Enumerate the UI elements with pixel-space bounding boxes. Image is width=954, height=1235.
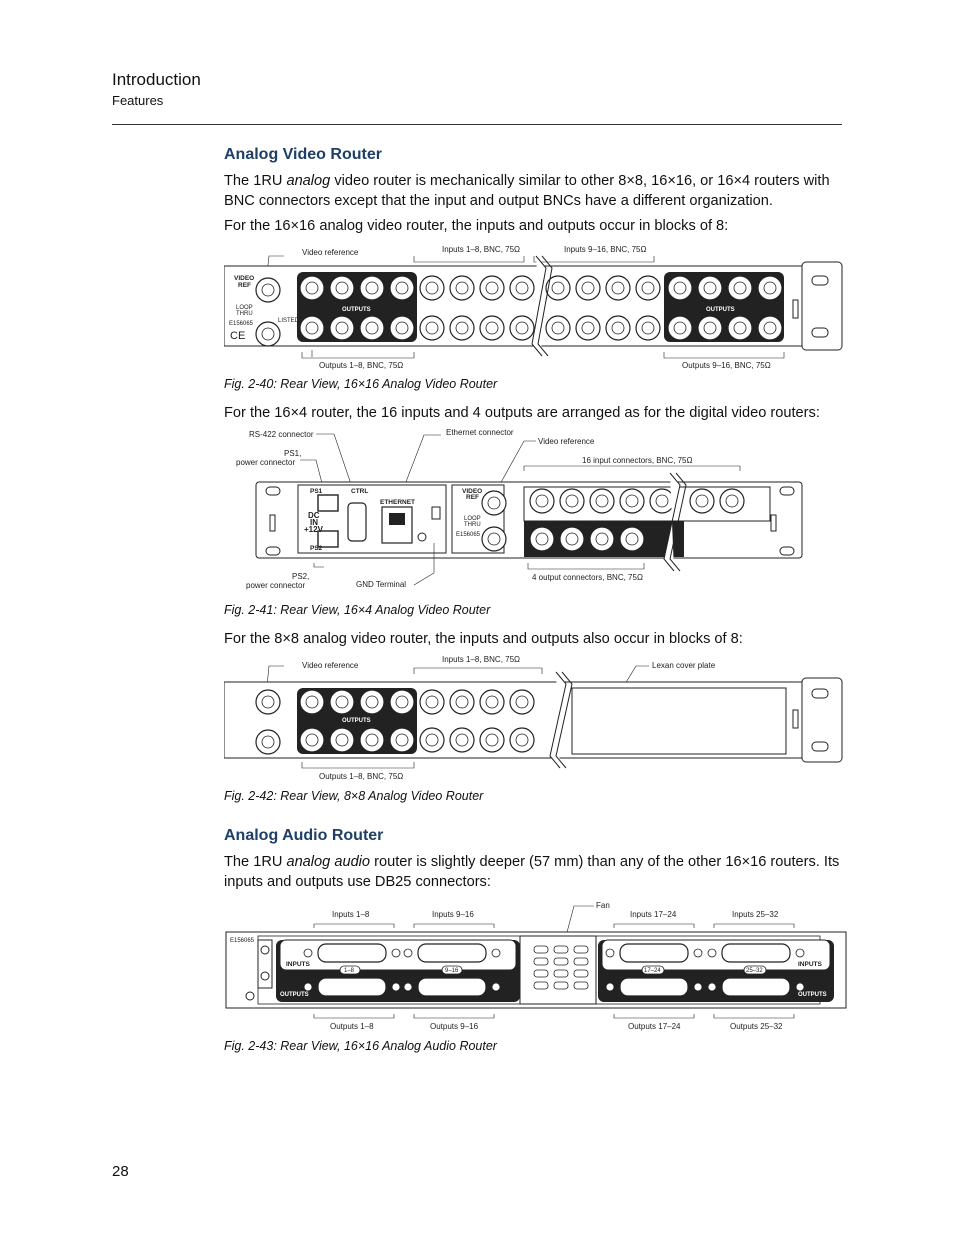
caption-fig-2-41: Fig. 2-41: Rear View, 16×4 Analog Video Router <box>224 603 491 617</box>
panel-outputs-right: OUTPUTS <box>798 992 827 998</box>
label-ps2: PS2, <box>292 572 310 581</box>
page-header-subtitle: Features <box>112 93 164 108</box>
paragraph-16x16: For the 16×16 analog video router, the inputs and outputs occur in blocks of 8: <box>224 218 729 234</box>
ul-listed: LISTED <box>278 318 300 324</box>
label-lexan: Lexan cover plate <box>652 661 716 670</box>
paragraph-8x8: For the 8×8 analog video router, the inputs and outputs also occur in blocks of 8: <box>224 631 743 647</box>
text-run: The 1RU <box>224 173 287 189</box>
panel-serial: E156065 <box>456 532 481 538</box>
panel-inputs-right: INPUTS <box>798 961 822 968</box>
panel-serial: E156065 <box>229 321 254 327</box>
label-ps2-b: power connector <box>246 581 306 590</box>
caption-fig-2-43: Fig. 2-43: Rear View, 16×16 Analog Audio Router <box>224 1039 497 1053</box>
panel-loop: LOOP <box>464 516 481 522</box>
label-video-reference: Video reference <box>302 248 359 257</box>
label-inputs-17-24: Inputs 17–24 <box>630 910 677 919</box>
label-outputs-17-24: Outputs 17–24 <box>628 1022 681 1031</box>
label-gnd: GND Terminal <box>356 580 407 589</box>
label-video-reference: Video reference <box>302 661 359 670</box>
paragraph-16x4: For the 16×4 router, the 16 inputs and 4 outputs are arranged as for the digital video routers: <box>224 405 820 421</box>
panel-dc: DC <box>308 511 320 520</box>
panel-ref: REF <box>466 494 479 501</box>
label-rs422: RS-422 connector <box>249 430 314 439</box>
figure-16x16-audio-router <box>224 898 848 1034</box>
label-ps1-b: power connector <box>236 458 296 467</box>
label-ps1: PS1, <box>284 449 302 458</box>
figure-16x16-video-router <box>224 242 844 372</box>
outputs-label: OUTPUTS <box>342 718 371 724</box>
label-video-reference: Video reference <box>538 437 595 446</box>
paragraph-video-intro <box>224 171 844 211</box>
block-17-24: 17–24 <box>644 968 661 974</box>
page-header-title: Introduction <box>112 70 201 89</box>
outputs-label-b: OUTPUTS <box>706 307 735 313</box>
panel-ethernet: ETHERNET <box>380 499 416 506</box>
panel-inputs-left: INPUTS <box>286 961 310 968</box>
section-heading-video: Analog Video Router <box>224 146 382 163</box>
text-emphasis: analog <box>286 173 331 189</box>
label-inputs-9-16: Inputs 9–16, BNC, 75Ω <box>564 245 647 254</box>
label-outputs-25-32: Outputs 25–32 <box>730 1022 783 1031</box>
page-number: 28 <box>112 1163 129 1180</box>
panel-video: VIDEO <box>234 275 255 282</box>
panel-video: VIDEO <box>462 488 483 495</box>
label-outputs-1-8: Outputs 1–8 <box>330 1022 374 1031</box>
text-emphasis: analog audio <box>286 854 371 870</box>
panel-in: IN <box>310 518 318 527</box>
label-outputs-9-16: Outputs 9–16, BNC, 75Ω <box>682 361 771 370</box>
outputs-label-a: OUTPUTS <box>342 307 371 313</box>
figure-16x4-video-router <box>224 425 844 595</box>
panel-serial: E156065 <box>230 938 255 944</box>
label-outputs-9-16: Outputs 9–16 <box>430 1022 479 1031</box>
label-outputs-1-8: Outputs 1–8, BNC, 75Ω <box>319 361 404 370</box>
block-9-16: 9–16 <box>445 968 459 974</box>
panel-ref: REF <box>238 282 251 289</box>
label-16-inputs: 16 input connectors, BNC, 75Ω <box>582 456 693 465</box>
panel-loop: LOOP <box>236 305 253 311</box>
figure-8x8-video-router <box>224 652 844 784</box>
ce-mark: CE <box>230 330 246 342</box>
label-inputs-1-8: Inputs 1–8 <box>332 910 370 919</box>
label-inputs-1-8: Inputs 1–8, BNC, 75Ω <box>442 245 521 254</box>
panel-ctrl: CTRL <box>351 488 369 495</box>
label-ethernet: Ethernet connector <box>446 428 514 437</box>
label-4-outputs: 4 output connectors, BNC, 75Ω <box>532 573 643 582</box>
text-run: video router is mechanically similar to other 8×8, 16×16, or 16×4 routers with BNC connectors except that the input and output BNCs have a different organization. <box>224 173 830 209</box>
panel-thru: THRU <box>464 522 481 528</box>
panel-ps1: PS1 <box>310 488 323 495</box>
text-run: router is slightly deeper (57 mm) than any of the other 16×16 routers. Its inputs and outputs use DB25 connectors: <box>224 854 840 890</box>
caption-fig-2-40: Fig. 2-40: Rear View, 16×16 Analog Video Router <box>224 377 498 391</box>
label-fan: Fan <box>596 901 610 910</box>
panel-12v: +12V <box>304 525 323 534</box>
panel-outputs-left: OUTPUTS <box>280 992 309 998</box>
label-inputs-9-16: Inputs 9–16 <box>432 910 474 919</box>
label-inputs-1-8: Inputs 1–8, BNC, 75Ω <box>442 655 521 664</box>
caption-fig-2-42: Fig. 2-42: Rear View, 8×8 Analog Video Router <box>224 789 484 803</box>
paragraph-audio-intro <box>224 852 844 892</box>
label-outputs-1-8: Outputs 1–8, BNC, 75Ω <box>319 772 404 781</box>
header-divider <box>112 124 842 125</box>
block-1-8: 1–8 <box>344 968 355 974</box>
panel-thru: THRU <box>236 311 253 317</box>
block-25-32: 25–32 <box>746 968 763 974</box>
text-run: The 1RU <box>224 854 287 870</box>
label-inputs-25-32: Inputs 25–32 <box>732 910 779 919</box>
section-heading-audio: Analog Audio Router <box>224 827 384 844</box>
panel-ps2: PS2 <box>310 545 323 552</box>
